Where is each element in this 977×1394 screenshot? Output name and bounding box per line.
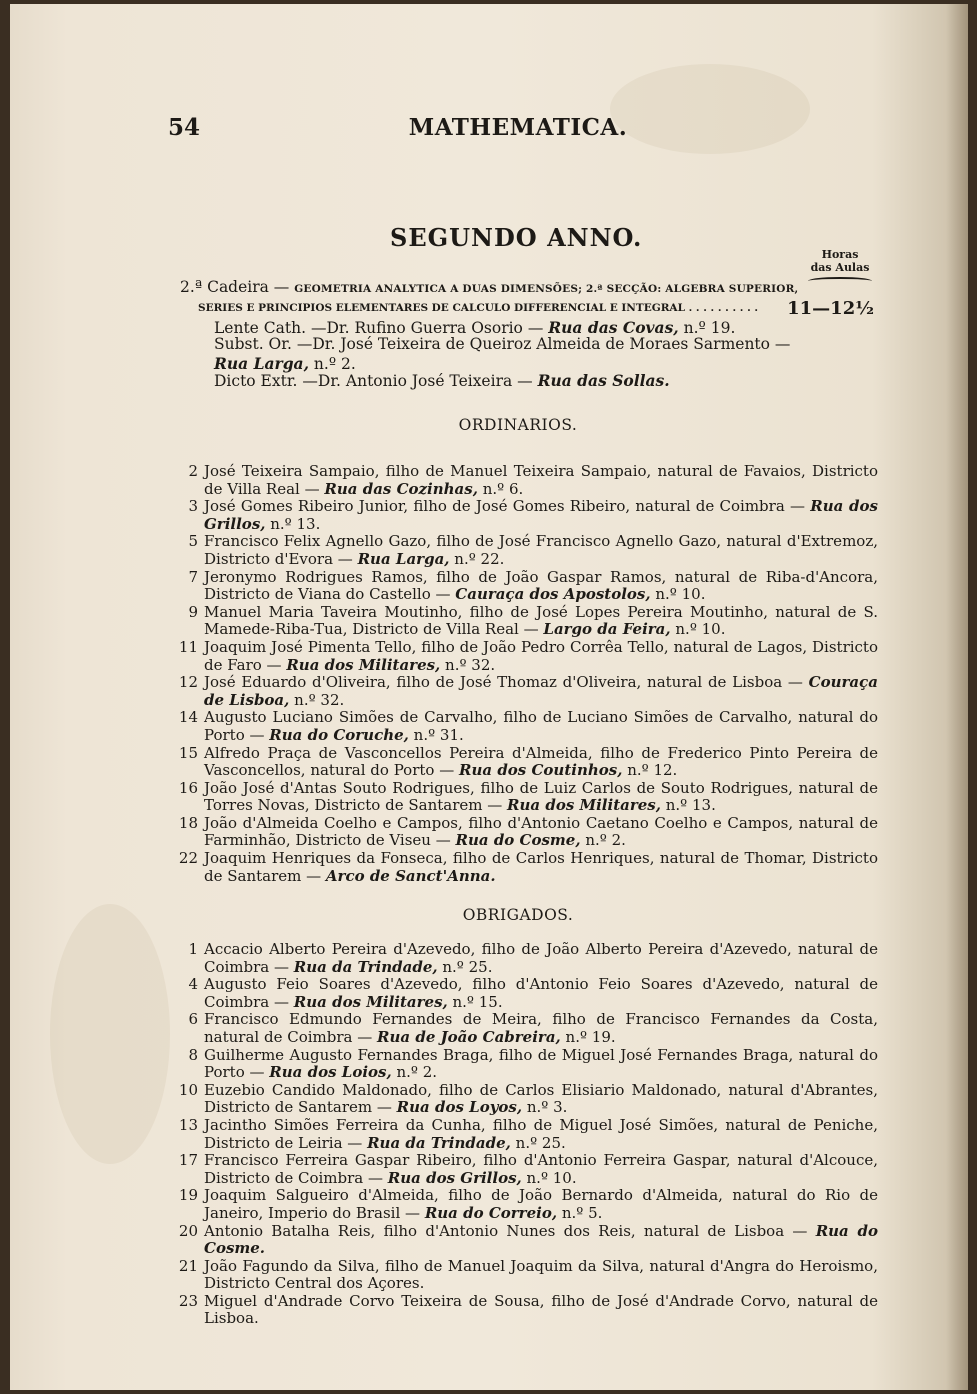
student-number: 13 xyxy=(178,1115,198,1134)
hours-label-line2: das Aulas xyxy=(810,261,870,274)
student-address: Rua dos Militares, xyxy=(507,796,661,815)
student-address-number: n.º 19. xyxy=(560,1027,616,1046)
student-entry xyxy=(176,976,878,1011)
student-entry xyxy=(176,941,878,976)
student-number: 9 xyxy=(188,602,198,621)
student-text: José Teixeira Sampaio, filho de Manuel Teixeira Sampaio, natural de Favaios, Districto de Villa Real — xyxy=(204,462,878,498)
student-number: 14 xyxy=(178,708,198,727)
student-address: Rua dos Militares, xyxy=(293,992,448,1011)
student-entry xyxy=(176,498,878,533)
ordinarios-list xyxy=(176,463,878,885)
course-line-1 xyxy=(180,278,880,299)
student-address: Rua dos Coutinhos, xyxy=(459,761,623,780)
student-number: 19 xyxy=(178,1186,198,1205)
student-text: Antonio Batalha Reis, filho d'Antonio Nunes dos Reis, natural de Lisboa — xyxy=(204,1221,808,1240)
student-number: 3 xyxy=(188,497,198,516)
student-number: 16 xyxy=(178,778,198,797)
student-address-number: n.º 3. xyxy=(522,1098,568,1117)
student-entry xyxy=(176,815,878,850)
staff-name: Dr. Antonio José Teixeira — xyxy=(317,372,533,390)
student-entry xyxy=(176,533,878,568)
student-text: Accacio Alberto Pereira d'Azevedo, filho de João Alberto Pereira d'Azevedo, natural de Coimbra — xyxy=(204,940,878,976)
student-number: 4 xyxy=(188,975,198,994)
student-entry xyxy=(176,745,878,780)
student-address-number: n.º 2. xyxy=(580,831,626,850)
student-address-number: n.º 31. xyxy=(408,725,464,744)
student-number: 2 xyxy=(188,462,198,480)
page-spine-shadow xyxy=(946,4,968,1390)
student-entry xyxy=(176,604,878,639)
student-text: José Eduardo d'Oliveira, filho de José Thomaz d'Oliveira, natural de Lisboa — xyxy=(204,673,803,692)
course-subject-line2: SERIES E PRINCIPIOS ELEMENTARES DE CALCULO DIFFERENCIAL E INTEGRAL . . . . . . . . . . xyxy=(198,302,759,314)
course-hours: 11—12½ xyxy=(787,298,874,319)
student-number: 15 xyxy=(178,743,198,762)
staff-line xyxy=(214,371,794,391)
student-text: João d'Almeida Coelho e Campos, filho d'Antonio Caetano Coelho e Campos, natural de Farminhão, Districto de Viseu — xyxy=(204,813,878,850)
course-subject-line1: GEOMETRIA ANALYTICA A DUAS DIMENSÕES; 2.ª SECÇÃO: ALGEBRA SUPERIOR, xyxy=(294,283,799,295)
staff-address: Rua Larga, xyxy=(214,354,309,373)
student-entry xyxy=(176,780,878,815)
student-address-number: n.º 6. xyxy=(477,479,524,498)
course-entry xyxy=(180,278,880,318)
student-address: Couraça de Lisboa, xyxy=(204,673,878,709)
running-title: MATHEMATICA. xyxy=(408,114,628,141)
student-address: Rua dos Loios, xyxy=(269,1063,392,1082)
student-entry xyxy=(176,1223,878,1258)
student-text: Jacintho Simões Ferreira da Cunha, filho de Miguel José Simões, natural de Peniche, Districto de Leiria — xyxy=(204,1115,878,1152)
obrigados-list xyxy=(176,941,878,1328)
student-address: Rua de João Cabreira, xyxy=(377,1027,561,1046)
student-text: Augusto Luciano Simões de Carvalho, filho de Luciano Simões de Carvalho, natural do Porto — xyxy=(204,708,878,744)
hours-label-line1: Horas xyxy=(821,248,859,261)
student-text: Joaquim Henriques da Fonseca, filho de Carlos Henriques, natural de Thomar, Districto de Santarem — xyxy=(204,849,878,885)
paper-stain xyxy=(50,904,170,1164)
student-entry xyxy=(176,569,878,604)
student-address-number: n.º 12. xyxy=(622,761,678,780)
staff-name: Dr. Rufino Guerra Osorio — xyxy=(326,319,544,337)
staff-address-number: n.º 2. xyxy=(308,355,356,373)
student-text: José Gomes Ribeiro Junior, filho de José Gomes Ribeiro, natural de Coimbra — xyxy=(204,497,805,516)
student-address: Rua das Cozinhas, xyxy=(324,479,478,498)
student-address-number: n.º 10. xyxy=(670,620,726,639)
student-number: 11 xyxy=(178,637,198,656)
page-header xyxy=(168,114,868,144)
staff-role: Dicto Extr. — xyxy=(214,372,318,390)
student-number: 8 xyxy=(188,1045,198,1064)
student-number: 1 xyxy=(188,940,198,958)
student-address: Cauraça dos Apostolos, xyxy=(455,585,651,604)
student-entry xyxy=(176,463,878,498)
student-text: Guilherme Augusto Fernandes Braga, filho de Miguel José Fernandes Braga, natural do Porto — xyxy=(204,1045,878,1082)
student-address: Rua da Trindade, xyxy=(293,957,438,976)
student-address-number: n.º 25. xyxy=(437,957,493,976)
student-address: Rua da Trindade, xyxy=(367,1133,511,1152)
student-text: Euzebio Candido Maldonado, filho de Carlos Elisiario Maldonado, natural d'Abrantes, Districto de Santarem — xyxy=(204,1080,878,1117)
student-address: Rua dos Grillos, xyxy=(387,1168,522,1187)
student-entry xyxy=(176,1152,878,1187)
student-text: Miguel d'Andrade Corvo Teixeira de Sousa, filho de José d'Andrade Corvo, natural de Lisboa. xyxy=(204,1291,878,1328)
year-title: SEGUNDO ANNO. xyxy=(390,223,643,252)
staff-address: Rua das Sollas. xyxy=(537,371,670,390)
student-text: João Fagundo da Silva, filho de Manuel Joaquim da Silva, natural d'Angra do Heroismo, Districto Central dos Açores. xyxy=(204,1256,878,1293)
student-text: Francisco Ferreira Gaspar Ribeiro, filho d'Antonio Ferreira Gaspar, natural d'Alcouce, Districto de Coimbra — xyxy=(204,1151,878,1187)
student-entry xyxy=(176,674,878,709)
student-entry xyxy=(176,639,878,674)
student-entry xyxy=(176,1293,878,1328)
staff-address: Rua das Covas, xyxy=(548,318,679,337)
student-entry xyxy=(176,1117,878,1152)
student-address: Rua dos Grillos, xyxy=(204,497,878,533)
course-prefix: 2.ª Cadeira — xyxy=(180,278,290,296)
student-address-number: n.º 15. xyxy=(447,992,503,1011)
student-entry xyxy=(176,850,878,885)
student-number: 21 xyxy=(178,1256,198,1275)
student-address-number: n.º 5. xyxy=(557,1203,603,1222)
student-address-number: n.º 32. xyxy=(289,690,345,709)
student-number: 5 xyxy=(188,532,198,551)
student-address: Largo da Feira, xyxy=(543,620,671,639)
student-entry xyxy=(176,1047,878,1082)
student-address: Rua dos Loyos, xyxy=(396,1098,523,1117)
student-text: Augusto Feio Soares d'Azevedo, filho d'Antonio Feio Soares d'Azevedo, natural de Coimbra — xyxy=(204,975,878,1011)
book-page xyxy=(10,4,968,1390)
student-text: Jeronymo Rodrigues Ramos, filho de João Gaspar Ramos, natural de Riba-d'Ancora, Districto de Viana do Castello — xyxy=(204,567,878,604)
page-number: 54 xyxy=(168,114,201,141)
student-address: Rua do Cosme, xyxy=(455,831,581,850)
staff-name: Dr. José Teixeira de Queiroz Almeida de Moraes Sarmento — xyxy=(312,335,791,353)
obrigados-heading: OBRIGADOS. xyxy=(462,906,574,924)
ordinarios-heading: ORDINARIOS. xyxy=(458,416,578,434)
student-text: Joaquim José Pimenta Tello, filho de João Pedro Corrêa Tello, natural de Lagos, Districto de Faro — xyxy=(204,637,878,674)
student-address: Arco de Sanct'Anna. xyxy=(325,866,496,885)
student-entry xyxy=(176,1187,878,1222)
student-entry xyxy=(176,1011,878,1046)
student-text: João José d'Antas Souto Rodrigues, filho de Luiz Carlos de Souto Rodrigues, natural de Torres Novas, Districto de Santarem — xyxy=(204,778,878,815)
student-text: Francisco Felix Agnello Gazo, filho de José Francisco Agnello Gazo, natural d'Extremoz, Districto d'Evora — xyxy=(204,532,878,568)
staff-role: Lente Cath. — xyxy=(214,319,327,337)
student-address-number: n.º 10. xyxy=(521,1168,577,1187)
student-entry xyxy=(176,1082,878,1117)
student-text: Joaquim Salgueiro d'Almeida, filho de João Bernardo d'Almeida, natural do Rio de Janeiro, Imperio do Brasil — xyxy=(204,1186,878,1222)
student-address-number: n.º 13. xyxy=(265,514,321,533)
student-number: 12 xyxy=(178,673,198,692)
student-address: Rua Larga, xyxy=(357,549,450,568)
student-address-number: n.º 22. xyxy=(449,549,505,568)
staff-role: Subst. Or. — xyxy=(214,335,313,353)
student-number: 7 xyxy=(188,567,198,586)
student-address-number: n.º 25. xyxy=(510,1133,566,1152)
student-number: 18 xyxy=(178,813,198,832)
student-entry xyxy=(176,1258,878,1293)
student-address-number: n.º 13. xyxy=(660,796,716,815)
student-address: Rua do Cosme. xyxy=(204,1221,878,1258)
student-address-number: n.º 32. xyxy=(440,655,496,674)
student-entry xyxy=(176,709,878,744)
student-text: Alfredo Praça de Vasconcellos Pereira d'Almeida, filho de Frederico Pinto Pereira de Vasconcellos, natural do Porto — xyxy=(204,743,878,780)
student-address: Rua dos Militares, xyxy=(286,655,441,674)
student-address-number: n.º 2. xyxy=(391,1063,438,1082)
student-number: 10 xyxy=(178,1080,198,1099)
student-address: Rua do Correio, xyxy=(424,1203,558,1222)
student-number: 6 xyxy=(188,1010,198,1029)
student-number: 22 xyxy=(178,849,198,868)
student-address: Rua do Coruche, xyxy=(269,725,409,744)
student-text: Francisco Edmundo Fernandes de Meira, filho de Francisco Fernandes da Costa, natural de Coimbra — xyxy=(204,1010,878,1046)
staff-line xyxy=(214,335,794,374)
student-text: Manuel Maria Taveira Moutinho, filho de José Lopes Pereira Moutinho, natural de S. Mamede-Riba-Tua, Districto de Villa Real — xyxy=(204,602,878,639)
student-address-number: n.º 10. xyxy=(650,585,706,604)
student-number: 23 xyxy=(178,1291,198,1310)
staff-address-number: n.º 19. xyxy=(678,319,736,337)
student-number: 20 xyxy=(178,1221,198,1240)
student-number: 17 xyxy=(178,1151,198,1170)
